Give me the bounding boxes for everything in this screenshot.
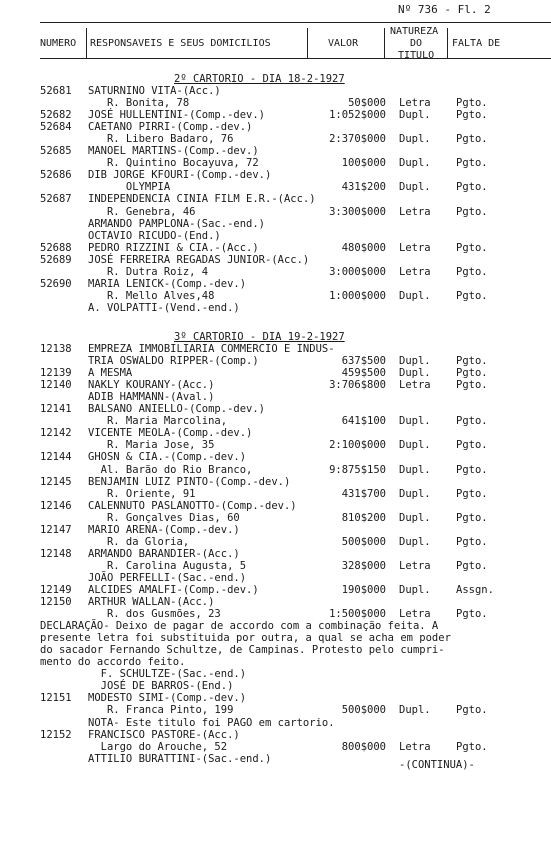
entry-text: ADIB HAMMANN-(Aval.) bbox=[88, 391, 215, 403]
entry-text: mento do accordo feito. bbox=[40, 656, 186, 668]
entry-text: do sacador Fernando Schultze, de Campinas. Protesto pelo cumpri- bbox=[40, 644, 445, 656]
entry-number: 12138 bbox=[40, 343, 72, 355]
entry-number: 12149 bbox=[40, 584, 72, 596]
entry-falta: Pgto. bbox=[456, 367, 488, 379]
entry-nature: Dupl. bbox=[399, 464, 431, 476]
entry-number: 12142 bbox=[40, 427, 72, 439]
entry-falta: Pgto. bbox=[456, 704, 488, 716]
entry-value: 459$500 bbox=[341, 367, 386, 379]
entry-falta: Pgto. bbox=[456, 290, 488, 302]
entry-value: 1:052$000 bbox=[329, 109, 386, 121]
entry-text: R. Oriente, 91 bbox=[88, 488, 196, 500]
entry-text: R. dos Gusmões, 23 bbox=[88, 608, 221, 620]
entry-value: 800$000 bbox=[341, 741, 386, 753]
entry-value: 500$000 bbox=[341, 704, 386, 716]
entry-nature: Letra bbox=[399, 266, 431, 278]
entry-text: F. SCHULTZE-(Sac.-end.) bbox=[88, 668, 247, 680]
entry-text: DIB JORGE KFOURI-(Comp.-dev.) bbox=[88, 169, 272, 181]
entry-nature: Letra bbox=[399, 379, 431, 391]
entry-text: NOTA- Este titulo foi PAGO em cartorio. bbox=[88, 717, 335, 729]
entry-number: 52686 bbox=[40, 169, 72, 181]
entry-value: 3:300$000 bbox=[329, 206, 386, 218]
entry-falta: Pgto. bbox=[456, 512, 488, 524]
continua-label: -(CONTINUA)- bbox=[399, 759, 475, 771]
entry-nature: Dupl. bbox=[399, 290, 431, 302]
entry-text: BALSANO ANIELLO-(Comp.-dev.) bbox=[88, 403, 266, 415]
entry-text: R. Carolina Augusta, 5 bbox=[88, 560, 247, 572]
entry-text: JOSÉ DE BARROS-(End.) bbox=[88, 680, 234, 692]
header-top-rule bbox=[40, 22, 551, 23]
entry-text: OLYMPIA bbox=[88, 181, 171, 193]
entry-falta: Pgto. bbox=[456, 133, 488, 145]
entry-text: CALENNUTO PASLANOTTO-(Comp.-dev.) bbox=[88, 500, 297, 512]
header-divider-3 bbox=[384, 28, 385, 58]
entry-text: R. Libero Badaro, 76 bbox=[88, 133, 234, 145]
entry-number: 12150 bbox=[40, 596, 72, 608]
entry-text: JOÃO PERFELLI-(Sac.-end.) bbox=[88, 572, 247, 584]
entry-text: VICENTE MEOLA-(Comp.-dev.) bbox=[88, 427, 253, 439]
entry-falta: Pgto. bbox=[456, 741, 488, 753]
entry-value: 100$000 bbox=[341, 157, 386, 169]
entry-value: 500$000 bbox=[341, 536, 386, 548]
entry-falta: Pgto. bbox=[456, 355, 488, 367]
entry-text: R. Bonita, 78 bbox=[88, 97, 190, 109]
entry-text: R. Maria Jose, 35 bbox=[88, 439, 215, 451]
entry-nature: Dupl. bbox=[399, 367, 431, 379]
entry-number: 12139 bbox=[40, 367, 72, 379]
entry-number: 12145 bbox=[40, 476, 72, 488]
entry-falta: Pgto. bbox=[456, 488, 488, 500]
entry-text: MODESTO SIMI-(Comp.-dev.) bbox=[88, 692, 247, 704]
entry-text: EMPREZA IMMOBILIARIA COMMERCIO E INDUS- bbox=[88, 343, 335, 355]
entry-text: MARIO ARENA-(Comp.-dev.) bbox=[88, 524, 240, 536]
entry-falta: Pgto. bbox=[456, 464, 488, 476]
entry-text: MANOEL MARTINS-(Comp.-dev.) bbox=[88, 145, 259, 157]
entry-value: 3:706$800 bbox=[329, 379, 386, 391]
header-divider-2 bbox=[307, 28, 308, 58]
entry-nature: Dupl. bbox=[399, 181, 431, 193]
entry-number: 52690 bbox=[40, 278, 72, 290]
entry-number: 52685 bbox=[40, 145, 72, 157]
header-numero: NUMERO bbox=[40, 38, 77, 49]
entry-number: 52688 bbox=[40, 242, 72, 254]
entry-text: MARIA LENICK-(Comp.-dev.) bbox=[88, 278, 247, 290]
entry-nature: Letra bbox=[399, 97, 431, 109]
entry-falta: Pgto. bbox=[456, 415, 488, 427]
entry-nature: Dupl. bbox=[399, 488, 431, 500]
entry-falta: Pgto. bbox=[456, 109, 488, 121]
entry-falta: Assgn. bbox=[456, 584, 494, 596]
header-divider-1 bbox=[86, 28, 87, 58]
entry-value: 641$100 bbox=[341, 415, 386, 427]
entry-value: 810$200 bbox=[341, 512, 386, 524]
entry-value: 3:000$000 bbox=[329, 266, 386, 278]
entry-text: ATTILIO BURATTINI-(Sac.-end.) bbox=[88, 753, 272, 765]
entry-value: 328$000 bbox=[341, 560, 386, 572]
section-title: 2º CARTORIO - DIA 18-2-1927 bbox=[174, 73, 345, 85]
entry-text: R. Franca Pinto, 199 bbox=[88, 704, 234, 716]
entry-nature: Dupl. bbox=[399, 415, 431, 427]
page-reference: Nº 736 - Fl. 2 bbox=[398, 3, 491, 16]
header-responsaveis: RESPONSAVEIS E SEUS DOMICILIOS bbox=[90, 38, 271, 49]
entry-nature: Dupl. bbox=[399, 536, 431, 548]
entry-value: 2:100$000 bbox=[329, 439, 386, 451]
entry-number: 52684 bbox=[40, 121, 72, 133]
entry-falta: Pgto. bbox=[456, 379, 488, 391]
entry-text: PEDRO RIZZINI & CIA.-(Acc.) bbox=[88, 242, 259, 254]
entry-number: 12147 bbox=[40, 524, 72, 536]
entry-text: JOSÉ FERREIRA REGADAS JUNIOR-(Acc.) bbox=[88, 254, 310, 266]
entry-text: R. Maria Marcolina, bbox=[88, 415, 228, 427]
entry-nature: Dupl. bbox=[399, 355, 431, 367]
entry-text: JOSÉ HULLENTINI-(Comp.-dev.) bbox=[88, 109, 266, 121]
header-bottom-rule bbox=[40, 58, 551, 59]
entry-number: 52682 bbox=[40, 109, 72, 121]
entry-text: R. Genebra, 46 bbox=[88, 206, 196, 218]
entry-falta: Pgto. bbox=[456, 157, 488, 169]
entry-nature: Letra bbox=[399, 560, 431, 572]
entry-text: R. Quintino Bocayuva, 72 bbox=[88, 157, 259, 169]
entry-falta: Pgto. bbox=[456, 266, 488, 278]
entry-nature: Dupl. bbox=[399, 512, 431, 524]
entry-falta: Pgto. bbox=[456, 536, 488, 548]
entry-falta: Pgto. bbox=[456, 560, 488, 572]
entry-number: 52681 bbox=[40, 85, 72, 97]
entry-text: CAETANO PIRRI-(Comp.-dev.) bbox=[88, 121, 253, 133]
entry-falta: Pgto. bbox=[456, 242, 488, 254]
entry-value: 431$200 bbox=[341, 181, 386, 193]
header-valor: VALOR bbox=[328, 38, 359, 49]
entry-nature: Dupl. bbox=[399, 584, 431, 596]
entry-nature: Letra bbox=[399, 242, 431, 254]
header-falta: FALTA DE bbox=[452, 38, 501, 49]
entry-value: 1:500$000 bbox=[329, 608, 386, 620]
entry-text: ALCIDES AMALFI-(Comp.-dev.) bbox=[88, 584, 259, 596]
entry-nature: Letra bbox=[399, 206, 431, 218]
entry-text: R. Mello Alves,48 bbox=[88, 290, 215, 302]
entry-number: 12140 bbox=[40, 379, 72, 391]
entry-value: 9:875$150 bbox=[329, 464, 386, 476]
entry-text: FRANCISCO PASTORE-(Acc.) bbox=[88, 729, 240, 741]
entry-nature: Dupl. bbox=[399, 157, 431, 169]
entry-number: 12144 bbox=[40, 451, 72, 463]
entry-number: 52689 bbox=[40, 254, 72, 266]
entry-text: TRIA OSWALDO RIPPER-(Comp.) bbox=[88, 355, 259, 367]
entry-text: A. VOLPATTI-(Vend.-end.) bbox=[88, 302, 240, 314]
entry-nature: Dupl. bbox=[399, 109, 431, 121]
entry-value: 431$700 bbox=[341, 488, 386, 500]
entry-value: 480$000 bbox=[341, 242, 386, 254]
entry-text: Al. Barão do Rio Branco, bbox=[88, 464, 253, 476]
entry-text: ARMANDO PAMPLONA-(Sac.-end.) bbox=[88, 218, 266, 230]
entry-text: presente letra foi substituida por outra, a qual se acha em poder bbox=[40, 632, 451, 644]
header-divider-4 bbox=[447, 28, 448, 58]
entry-number: 12152 bbox=[40, 729, 72, 741]
entry-value: 190$000 bbox=[341, 584, 386, 596]
entry-text: R. Gonçalves Dias, 60 bbox=[88, 512, 240, 524]
entry-text: INDEPENDENCIA CINIA FILM E.R.-(Acc.) bbox=[88, 193, 316, 205]
entry-text: DECLARAÇÃO- Deixo de pagar de accordo com a combinação feita. A bbox=[40, 620, 439, 632]
header-natureza-2: DO bbox=[410, 38, 423, 49]
entry-text: R. Dutra Roiz, 4 bbox=[88, 266, 209, 278]
entry-text: R. da Gloria, bbox=[88, 536, 190, 548]
entry-value: 1:000$000 bbox=[329, 290, 386, 302]
entry-text: NAKLY KOURANY-(Acc.) bbox=[88, 379, 215, 391]
entry-value: 50$000 bbox=[348, 97, 386, 109]
entry-falta: Pgto. bbox=[456, 608, 488, 620]
header-natureza-1: NATUREZA bbox=[390, 26, 439, 37]
entry-number: 12148 bbox=[40, 548, 72, 560]
header-natureza-3: TITULO bbox=[398, 50, 435, 61]
entry-number: 12151 bbox=[40, 692, 72, 704]
entry-text: ARTHUR WALLAN-(Acc.) bbox=[88, 596, 215, 608]
section-title: 3º CARTORIO - DIA 19-2-1927 bbox=[174, 331, 345, 343]
entry-text: Largo do Arouche, 52 bbox=[88, 741, 228, 753]
entry-nature: Letra bbox=[399, 608, 431, 620]
entry-text: BENJAMIN LUIZ PINTO-(Comp.-dev.) bbox=[88, 476, 291, 488]
entry-text: OCTAVIO RICUDO-(End.) bbox=[88, 230, 221, 242]
entry-nature: Letra bbox=[399, 741, 431, 753]
entry-falta: Pgto. bbox=[456, 97, 488, 109]
entry-text: SATURNINO VITA-(Acc.) bbox=[88, 85, 221, 97]
entry-falta: Pgto. bbox=[456, 439, 488, 451]
entry-text: ARMANDO BARANDIER-(Acc.) bbox=[88, 548, 240, 560]
entry-nature: Dupl. bbox=[399, 704, 431, 716]
entry-text: GHOSN & CIA.-(Comp.-dev.) bbox=[88, 451, 247, 463]
entry-number: 52687 bbox=[40, 193, 72, 205]
entry-nature: Dupl. bbox=[399, 133, 431, 145]
entry-falta: Pgto. bbox=[456, 181, 488, 193]
entry-number: 12141 bbox=[40, 403, 72, 415]
entry-value: 637$500 bbox=[341, 355, 386, 367]
entry-nature: Dupl. bbox=[399, 439, 431, 451]
entry-value: 2:370$000 bbox=[329, 133, 386, 145]
entry-number: 12146 bbox=[40, 500, 72, 512]
entry-text: A MESMA bbox=[88, 367, 133, 379]
entry-falta: Pgto. bbox=[456, 206, 488, 218]
